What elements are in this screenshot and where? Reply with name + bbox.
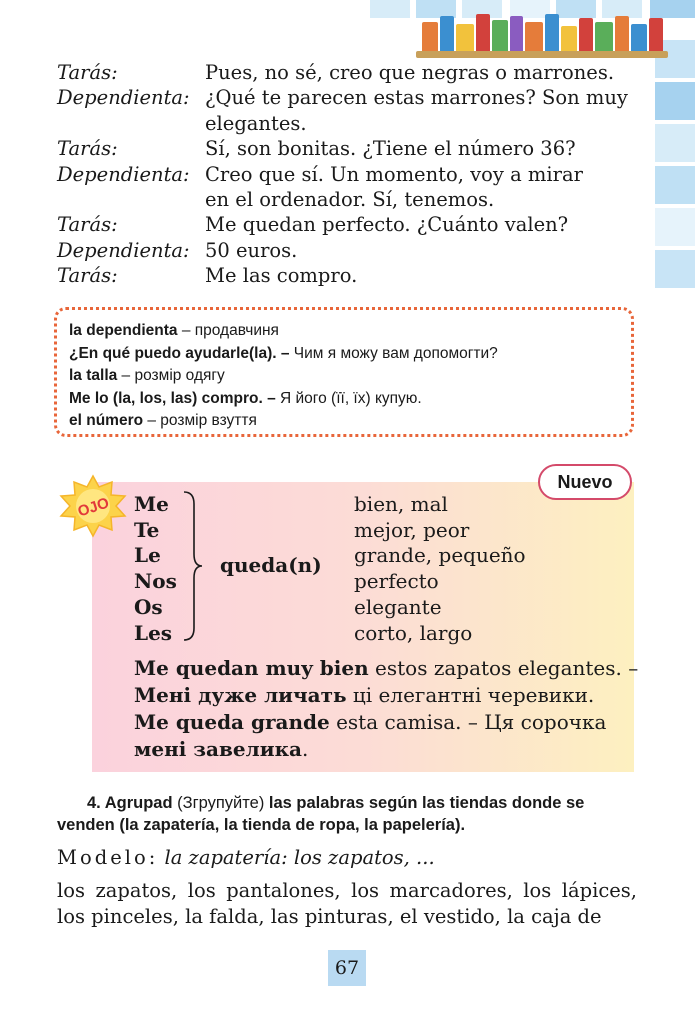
vocabulary-box [54, 307, 634, 437]
exercise-text: las palabras según las tiendas donde se venden (la zapatería, la tienda de ropa, la papelería). [57, 794, 585, 834]
vocab-translation: – продавчиня [177, 322, 279, 339]
adjective: perfecto [354, 569, 439, 594]
example-bold: Мені дуже личать [134, 683, 347, 707]
line-text: 50 euros. [205, 238, 298, 262]
example-bold: Me quedan muy bien [134, 656, 369, 680]
speaker: Tarás: [57, 264, 118, 288]
example-line [134, 655, 639, 682]
vocab-item [69, 320, 619, 343]
vocab-translation: – розмір взуття [143, 412, 257, 429]
speaker: Dependienta: [57, 86, 190, 110]
dialogue-line [57, 212, 647, 237]
example-bold: мені завелика [134, 737, 302, 761]
line-text: elegantes. [205, 111, 307, 135]
line-text: ¿Qué te parecen estas marrones? Son muy [205, 86, 628, 110]
pronoun: Os [134, 594, 163, 619]
adjective-list [354, 492, 526, 646]
adjective: grande, pequeño [354, 543, 526, 568]
curly-brace-icon [180, 490, 204, 642]
vocab-term: Me lo (la, los, las) compro. – [69, 389, 276, 407]
dialogue-line [57, 187, 647, 212]
example-rest: esta camisa. – Ця сорочка [329, 710, 607, 734]
dialogue [57, 60, 647, 289]
pronoun: Le [134, 543, 161, 568]
vocab-item [69, 410, 619, 433]
page-number: 67 [328, 950, 366, 986]
dialogue-line [57, 111, 647, 136]
example-bold: Me queda grande [134, 710, 330, 734]
vocab-item [69, 365, 619, 388]
pronoun: Te [134, 517, 160, 542]
line-text: Pues, no sé, creo que negras o marrones. [205, 61, 615, 84]
line-text: Me las compro. [205, 264, 358, 288]
speaker: Tarás: [57, 137, 118, 161]
line-text: Sí, son bonitas. ¿Tiene el número 36? [205, 137, 576, 161]
speaker: Dependienta: [57, 162, 190, 186]
pronoun: Nos [134, 569, 177, 594]
vocab-term: la talla [69, 367, 118, 384]
ojo-badge [57, 474, 129, 538]
vocab-term: la dependienta [69, 322, 178, 339]
dialogue-line [57, 238, 647, 263]
vocab-term: ¿En qué puedo ayudarle(la). – [69, 344, 290, 362]
adjective: corto, largo [354, 620, 473, 645]
example-rest: . [301, 737, 309, 761]
example-rest: estos zapatos elegantes. – [368, 656, 639, 680]
exercise-number: 4. Agrupad [87, 794, 173, 812]
vocab-item [69, 388, 619, 411]
line-text: Creo que sí. Un momento, voy a mirar [205, 162, 583, 186]
dialogue-line [57, 136, 647, 161]
dialogue-line [57, 263, 647, 288]
speaker: Tarás: [57, 61, 118, 84]
pronoun: Me [134, 492, 169, 516]
vocab-term: el número [69, 412, 144, 429]
adjective: bien, mal [354, 492, 448, 516]
model-line [57, 846, 435, 869]
ojo-label: OJO [75, 494, 112, 521]
nuevo-badge: Nuevo [538, 464, 632, 500]
books-illustration [416, 12, 668, 58]
vocab-item [69, 343, 619, 366]
speaker: Dependienta: [57, 238, 190, 262]
word-list: los zapatos, los pantalones, los marcadores, los lápices, los pinceles, la falda, las pinturas, el vestido, la caja de [57, 879, 637, 928]
speaker [57, 187, 205, 212]
model-text: la zapatería: los zapatos, ... [158, 846, 435, 869]
vocab-translation: Чим я можу вам допомогти? [289, 344, 498, 362]
adjective: elegante [354, 594, 442, 619]
dialogue-line [57, 60, 647, 85]
vocab-translation: – розмір одягу [117, 367, 225, 384]
example-rest: ці елегантні черевики. [346, 683, 595, 707]
dialogue-line [57, 162, 647, 187]
line-text: en el ordenador. Sí, tenemos. [205, 188, 495, 212]
line-text: Me quedan perfecto. ¿Cuánto valen? [205, 213, 569, 237]
pronoun-list [134, 492, 177, 646]
exercise-4-instruction [57, 792, 637, 836]
decorative-side-strip [655, 40, 695, 305]
pronoun: Les [134, 620, 173, 645]
dialogue-line [57, 85, 647, 110]
example-line [134, 709, 629, 736]
verb-queda: queda(n) [220, 553, 322, 577]
example-sentences [134, 655, 639, 763]
adjective: mejor, peor [354, 517, 470, 542]
example-line [134, 682, 629, 709]
model-label: Modelo: [57, 846, 159, 869]
vocab-translation: Я його (її, їх) купую. [275, 389, 422, 407]
speaker: Tarás: [57, 213, 118, 237]
exercise-translation: (Згрупуйте) [172, 794, 269, 812]
example-line [134, 736, 629, 763]
speaker [57, 111, 205, 136]
